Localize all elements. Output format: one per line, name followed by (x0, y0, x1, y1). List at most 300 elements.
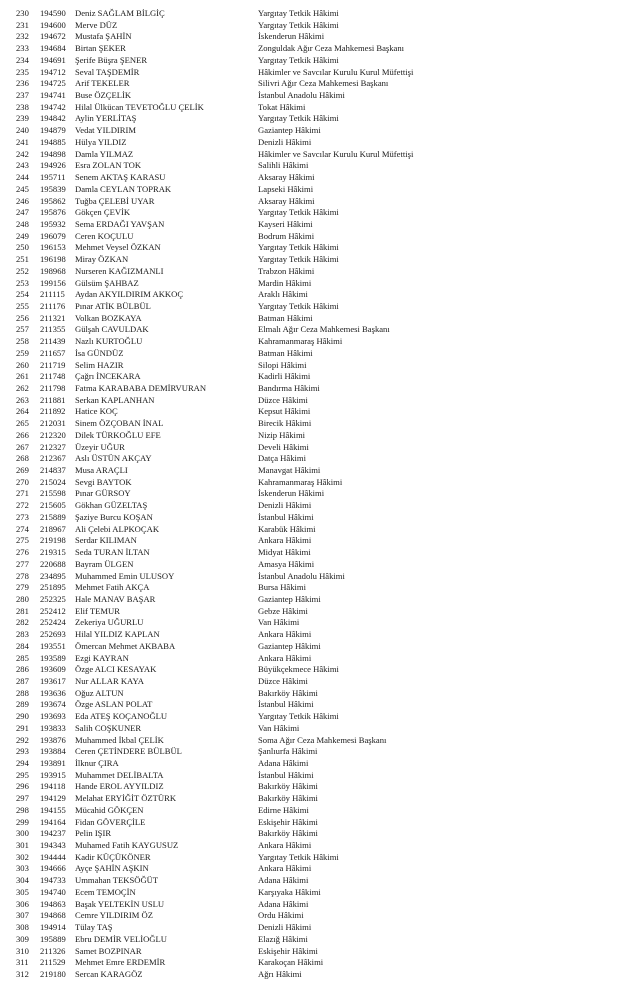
table-row (0, 735, 640, 747)
person-name: Miray ÖZKAN (75, 254, 129, 265)
table-row (0, 383, 640, 395)
duty-title: Adana Hâkimi (258, 898, 309, 909)
duty-title: Van Hâkimi (258, 617, 300, 628)
registry-number: 194590 (40, 8, 66, 18)
registry-number: 193617 (40, 675, 66, 686)
person-name: Gökçen ÇEVİK (75, 207, 131, 218)
person-name: Arif TEKELER (75, 78, 130, 89)
registry-number: 195711 (40, 172, 66, 183)
person-name: Cemre YILDIRIM ÖZ (75, 910, 153, 921)
table-row (0, 512, 640, 524)
person-name: Birtan ŞEKER (75, 43, 126, 54)
person-name: Zekeriya UĞURLU (75, 617, 144, 628)
table-row (0, 617, 640, 629)
person-name: Senem AKTAŞ KARASU (75, 172, 166, 183)
duty-title: Kahramanmaraş Hâkimi (258, 476, 343, 487)
person-name: Salih COŞKUNER (75, 722, 142, 733)
table-row (0, 430, 640, 442)
registry-number: 194898 (40, 148, 66, 159)
duty-title: Yargıtay Tetkik Hâkimi (258, 851, 339, 862)
row-number: 234 (16, 54, 29, 65)
row-number: 246 (16, 195, 29, 206)
duty-title: Van Hâkimi (258, 722, 300, 733)
registry-number: 220688 (40, 558, 66, 569)
row-number: 266 (16, 429, 29, 440)
person-name: Şaziye Burcu KOŞAN (75, 511, 153, 522)
person-name: Vedat YILDIRIM (75, 125, 137, 136)
row-number: 274 (16, 523, 29, 534)
registry-number: 252693 (40, 629, 66, 640)
person-name: Volkan BOZKAYA (75, 312, 142, 323)
registry-number: 195876 (40, 207, 66, 218)
person-name: Deniz SAĞLAM BİLGİÇ (75, 8, 165, 18)
row-number: 310 (16, 945, 29, 956)
row-number: 254 (16, 289, 29, 300)
duty-title: İstanbul Hâkimi (258, 769, 314, 780)
row-number: 235 (16, 66, 29, 77)
row-number: 242 (16, 148, 29, 159)
person-name: Fidan GÖVERÇİLE (75, 816, 146, 827)
registry-number: 193636 (40, 687, 66, 698)
row-number: 288 (16, 687, 29, 698)
table-row (0, 758, 640, 770)
person-name: Hilal Ülkücan TEVETOĞLU ÇELİK (75, 101, 204, 112)
person-name: Eda ATEŞ KOÇANOĞLU (75, 711, 168, 722)
row-number: 312 (16, 968, 29, 979)
registry-number: 211176 (40, 300, 66, 311)
table-row (0, 524, 640, 536)
row-number: 264 (16, 406, 29, 417)
duty-title: Ankara Hâkimi (258, 840, 312, 851)
duty-title: Bursa Hâkimi (258, 582, 306, 593)
person-name: Pınar GÜRSOY (75, 488, 131, 499)
person-name: İsa GÜNDÜZ (75, 347, 124, 358)
duty-title: Ağrı Hâkimi (258, 968, 302, 979)
person-name: Kadir KÜÇÜKÖNER (75, 851, 151, 862)
duty-title: Midyat Hâkimi (258, 547, 311, 558)
table-row (0, 278, 640, 290)
person-name: Ezgi KAYRAN (75, 652, 129, 663)
row-number: 289 (16, 699, 29, 710)
person-name: Ummahan TEKSÖĞÜT (75, 875, 159, 886)
duty-title: Soma Ağır Ceza Mahkemesi Başkanı (258, 734, 387, 745)
row-number: 298 (16, 804, 29, 815)
row-number: 282 (16, 617, 29, 628)
table-row (0, 781, 640, 793)
row-number: 245 (16, 183, 29, 194)
registry-number: 211529 (40, 957, 66, 968)
person-name: Melahat ERYİĞİT ÖZTÜRK (75, 793, 177, 804)
registry-number: 214837 (40, 465, 66, 476)
person-name: Ceren KOÇULU (75, 230, 134, 241)
row-number: 278 (16, 570, 29, 581)
row-number: 280 (16, 593, 29, 604)
person-name: Serdar KILIMAN (75, 535, 137, 546)
person-name: Hatice KOÇ (75, 406, 118, 417)
row-number: 241 (16, 136, 29, 147)
table-row (0, 78, 640, 90)
person-name: Serkan KAPLANHAN (75, 394, 155, 405)
table-row (0, 184, 640, 196)
registry-number: 215889 (40, 511, 66, 522)
registry-number: 194129 (40, 793, 66, 804)
row-number: 294 (16, 758, 29, 768)
table-row (0, 172, 640, 184)
registry-number: 194155 (40, 804, 66, 815)
duty-title: Salihli Hâkimi (258, 160, 309, 171)
registry-number: 211748 (40, 371, 66, 382)
table-row (0, 969, 640, 981)
table-row (0, 102, 640, 114)
table-row (0, 676, 640, 688)
person-name: Şerife Büşra ŞENER (75, 54, 148, 65)
person-name: Nazlı KURTOĞLU (75, 336, 143, 347)
table-row (0, 629, 640, 641)
row-number: 301 (16, 840, 29, 851)
duty-title: Gaziantep Hâkimi (258, 593, 321, 604)
registry-number: 194741 (40, 90, 66, 101)
duty-title: Bakırköy Hâkimi (258, 793, 318, 804)
registry-number: 194879 (40, 125, 66, 136)
table-row (0, 8, 640, 20)
registry-number: 194740 (40, 886, 66, 897)
table-row (0, 324, 640, 336)
table-row (0, 266, 640, 278)
registry-number: 193589 (40, 652, 66, 663)
table-row (0, 852, 640, 864)
registry-number: 252424 (40, 617, 66, 628)
duty-title: Kadirli Hâkimi (258, 371, 311, 382)
duty-title: Bakırköy Hâkimi (258, 828, 318, 839)
person-name: Sercan KARAGÖZ (75, 968, 143, 979)
row-number: 263 (16, 394, 29, 405)
row-number: 272 (16, 500, 29, 511)
table-row (0, 793, 640, 805)
duty-title: Birecik Hâkimi (258, 418, 312, 429)
duty-title: Datça Hâkimi (258, 453, 306, 464)
table-row (0, 535, 640, 547)
registry-number: 211798 (40, 383, 66, 393)
table-row (0, 313, 640, 325)
table-row (0, 31, 640, 43)
registry-number: 219198 (40, 535, 66, 546)
duty-title: Düzce Hâkimi (258, 394, 308, 405)
person-name: Hale MANAV BAŞAR (75, 593, 156, 604)
duty-title: Ankara Hâkimi (258, 652, 312, 663)
row-number: 239 (16, 113, 29, 124)
row-number: 230 (16, 8, 29, 18)
registry-number: 195932 (40, 218, 66, 229)
person-name: Hilal YILDIZ KAPLAN (75, 629, 160, 640)
duty-title: İstanbul Hâkimi (258, 699, 314, 710)
person-name: Buse ÖZÇELİK (75, 90, 132, 101)
duty-title: Gaziantep Hâkimi (258, 125, 321, 136)
person-name: Özge ALCI KESAYAK (75, 664, 157, 675)
duty-title: İstanbul Anadolu Hâkimi (258, 90, 345, 101)
registry-number: 211439 (40, 336, 66, 347)
registry-number: 194118 (40, 781, 66, 792)
person-name: Tülay TAŞ (75, 922, 113, 933)
registry-number: 211355 (40, 324, 66, 335)
registry-number: 195839 (40, 183, 66, 194)
row-number: 247 (16, 207, 29, 218)
table-row (0, 957, 640, 969)
table-row (0, 301, 640, 313)
duty-title: Yargıtay Tetkik Hâkimi (258, 54, 339, 65)
registry-number: 193876 (40, 734, 66, 745)
registry-number: 199156 (40, 277, 66, 288)
row-number: 275 (16, 535, 29, 546)
duty-title: Eskişehir Hâkimi (258, 945, 318, 956)
table-row (0, 55, 640, 67)
registry-number: 194926 (40, 160, 66, 171)
person-name: Muhammed İkbal ÇELİK (75, 734, 164, 745)
table-row (0, 418, 640, 430)
row-number: 232 (16, 31, 29, 42)
row-number: 285 (16, 652, 29, 663)
duty-title: Yargıtay Tetkik Hâkimi (258, 8, 339, 18)
row-number: 258 (16, 336, 29, 347)
table-row (0, 395, 640, 407)
registry-number: 211892 (40, 406, 66, 417)
duty-title: Bakırköy Hâkimi (258, 781, 318, 792)
duty-title: Karakoçan Hâkimi (258, 957, 324, 968)
person-name: Nurseren KAĞIZMANLI (75, 265, 164, 276)
table-row (0, 547, 640, 559)
duty-title: Edirne Hâkimi (258, 804, 309, 815)
registry-number: 194691 (40, 54, 66, 65)
row-number: 265 (16, 418, 29, 429)
registry-number: 194712 (40, 66, 66, 77)
duty-title: Aksaray Hâkimi (258, 195, 315, 206)
person-name: Muhamed Fatih KAYGUSUZ (75, 840, 179, 851)
table-row (0, 219, 640, 231)
row-number: 296 (16, 781, 29, 792)
duty-title: İstanbul Anadolu Hâkimi (258, 570, 345, 581)
person-name: Selim HAZIR (75, 359, 124, 370)
registry-number: 218967 (40, 523, 66, 534)
duty-title: İskenderun Hâkimi (258, 488, 325, 499)
row-number: 287 (16, 675, 29, 686)
table-row (0, 899, 640, 911)
row-number: 269 (16, 465, 29, 476)
duty-title: Yargıtay Tetkik Hâkimi (258, 242, 339, 253)
registry-number: 196079 (40, 230, 66, 241)
row-number: 236 (16, 78, 29, 89)
person-name: Aslı ÜSTÜN AKÇAY (75, 453, 152, 464)
person-name: Çağrı İNCEKARA (75, 371, 141, 382)
row-number: 255 (16, 300, 29, 311)
duty-title: Adana Hâkimi (258, 758, 309, 768)
table-row (0, 688, 640, 700)
registry-number: 194885 (40, 136, 66, 147)
duty-title: Manavgat Hâkimi (258, 465, 321, 476)
table-row (0, 43, 640, 55)
registry-number: 211881 (40, 394, 66, 405)
table-row (0, 711, 640, 723)
row-number: 302 (16, 851, 29, 862)
row-number: 270 (16, 476, 29, 487)
table-row (0, 20, 640, 32)
row-number: 281 (16, 605, 29, 616)
person-name: Aydan AKYILDIRIM AKKOÇ (75, 289, 184, 300)
table-row (0, 160, 640, 172)
registry-number: 215598 (40, 488, 66, 499)
registry-number: 196153 (40, 242, 66, 253)
registry-number: 219315 (40, 547, 66, 558)
row-number: 253 (16, 277, 29, 288)
duty-title: Zonguldak Ağır Ceza Mahkemesi Başkanı (258, 43, 405, 54)
duty-title: Hâkimler ve Savcılar Kurulu Kurul Müfettişi (258, 148, 414, 159)
registry-number: 194733 (40, 875, 66, 886)
row-number: 304 (16, 875, 29, 886)
table-row (0, 231, 640, 243)
duty-title: Aksaray Hâkimi (258, 172, 315, 183)
table-row (0, 699, 640, 711)
table-row (0, 360, 640, 372)
row-number: 308 (16, 922, 29, 933)
table-row (0, 934, 640, 946)
duty-title: Şanlıurfa Hâkimi (258, 746, 318, 757)
registry-number: 196198 (40, 254, 66, 265)
person-name: Tuğba ÇELEBİ UYAR (75, 195, 155, 206)
table-row (0, 113, 640, 125)
duty-title: İstanbul Hâkimi (258, 511, 314, 522)
row-number: 271 (16, 488, 29, 499)
table-row (0, 196, 640, 208)
row-number: 311 (16, 957, 29, 968)
table-row (0, 336, 640, 348)
person-name: Seval TAŞDEMİR (75, 66, 140, 77)
row-number: 297 (16, 793, 29, 804)
registry-number: 251895 (40, 582, 66, 593)
row-number: 252 (16, 265, 29, 276)
registry-number: 252325 (40, 593, 66, 604)
duty-title: Araklı Hâkimi (258, 289, 308, 300)
person-name: Muhammet DELİBALTA (75, 769, 164, 780)
registry-number: 212031 (40, 418, 66, 429)
duty-title: Hâkimler ve Savcılar Kurulu Kurul Müfettişi (258, 66, 414, 77)
person-name: Gülsüm ŞAHBAZ (75, 277, 139, 288)
duty-title: Karabük Hâkimi (258, 523, 316, 534)
registry-number: 215024 (40, 476, 66, 487)
row-number: 248 (16, 218, 29, 229)
row-number: 262 (16, 383, 29, 393)
duty-title: Batman Hâkimi (258, 347, 313, 358)
duty-title: Develi Hâkimi (258, 441, 309, 452)
duty-title: Yargıtay Tetkik Hâkimi (258, 207, 339, 218)
table-row (0, 875, 640, 887)
table-row (0, 289, 640, 301)
registry-number: 193674 (40, 699, 66, 710)
duty-title: Gaziantep Hâkimi (258, 640, 321, 651)
person-name: Sinem ÖZÇOBAN İNAL (75, 418, 164, 429)
person-name: Ömercan Mehmet AKBABA (75, 640, 176, 651)
duty-title: Eskişehir Hâkimi (258, 816, 318, 827)
person-name: Ayçe ŞAHİN AŞKIN (75, 863, 149, 874)
table-row (0, 500, 640, 512)
row-number: 250 (16, 242, 29, 253)
table-row (0, 582, 640, 594)
row-number: 267 (16, 441, 29, 452)
person-name: Ebru DEMİR VELİOĞLU (75, 933, 167, 944)
person-name: Aylin YERLİTAŞ (75, 113, 137, 124)
person-name: Hülya YILDIZ (75, 136, 127, 147)
duty-title: Silivri Ağır Ceza Mahkemesi Başkanı (258, 78, 389, 89)
duty-title: Trabzon Hâkimi (258, 265, 315, 276)
person-name: Pelin IŞIR (75, 828, 112, 839)
registry-number: 211657 (40, 347, 66, 358)
person-name: Sevgi BAYTOK (75, 476, 132, 487)
duty-title: Yargıtay Tetkik Hâkimi (258, 711, 339, 722)
duty-title: Denizli Hâkimi (258, 922, 312, 933)
duty-title: Lapseki Hâkimi (258, 183, 314, 194)
registry-number: 194164 (40, 816, 66, 827)
person-name: Mustafa ŞAHİN (75, 31, 132, 42)
row-number: 279 (16, 582, 29, 593)
table-row (0, 641, 640, 653)
registry-number: 193833 (40, 722, 66, 733)
person-name: Damla YILMAZ (75, 148, 134, 159)
row-number: 305 (16, 886, 29, 897)
row-number: 277 (16, 558, 29, 569)
duty-title: Kahramanmaraş Hâkimi (258, 336, 343, 347)
table-row (0, 606, 640, 618)
duty-title: Yargıtay Tetkik Hâkimi (258, 113, 339, 124)
duty-title: Tokat Hâkimi (258, 101, 306, 112)
table-row (0, 910, 640, 922)
duty-title: Gebze Hâkimi (258, 605, 308, 616)
person-name: Pınar ATİK BÜLBÜL (75, 300, 151, 311)
person-name: Gülşah CAVULDAK (75, 324, 149, 335)
registry-number: 194600 (40, 19, 66, 30)
duty-title: Ankara Hâkimi (258, 863, 312, 874)
person-name: Başak YELTEKİN USLU (75, 898, 165, 909)
registry-number: 194237 (40, 828, 66, 839)
person-name: Seda TURAN İLTAN (75, 547, 150, 558)
row-number: 251 (16, 254, 29, 265)
duty-title: Bakırköy Hâkimi (258, 687, 318, 698)
duty-title: Kayseri Hâkimi (258, 218, 313, 229)
person-name: Hande EROL AYYILDIZ (75, 781, 164, 792)
row-number: 249 (16, 230, 29, 241)
registry-number: 252412 (40, 605, 66, 616)
row-number: 306 (16, 898, 29, 909)
registry-number: 194842 (40, 113, 66, 124)
row-number: 309 (16, 933, 29, 944)
table-row (0, 723, 640, 735)
table-row (0, 442, 640, 454)
table-row (0, 594, 640, 606)
table-row (0, 559, 640, 571)
duty-title: Batman Hâkimi (258, 312, 313, 323)
row-number: 256 (16, 312, 29, 323)
row-number: 259 (16, 347, 29, 358)
duty-title: Ankara Hâkimi (258, 535, 312, 546)
duty-title: Karşıyaka Hâkimi (258, 886, 321, 897)
duty-title: Adana Hâkimi (258, 875, 309, 886)
person-name: Musa ARAÇLI (75, 465, 128, 476)
registry-number: 194666 (40, 863, 66, 874)
row-number: 292 (16, 734, 29, 745)
row-number: 290 (16, 711, 29, 722)
duty-title: Elmalı Ağır Ceza Mahkemesi Başkanı (258, 324, 390, 335)
table-row (0, 371, 640, 383)
row-number: 293 (16, 746, 29, 757)
person-name: Gökhan GÜZELTAŞ (75, 500, 148, 511)
duty-title: Nizip Hâkimi (258, 429, 306, 440)
registry-number: 194868 (40, 910, 66, 921)
